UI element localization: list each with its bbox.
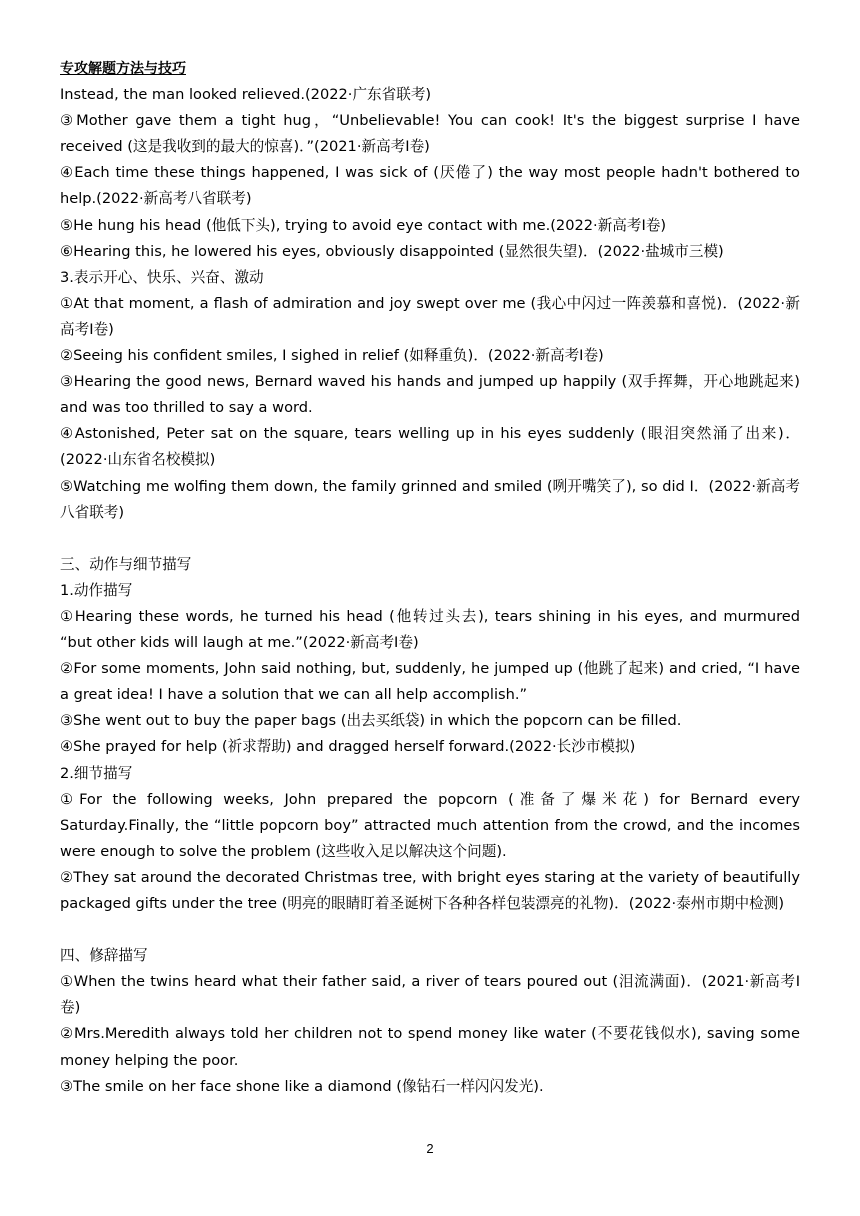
text-paragraph: ③She went out to buy the paper bags (出去买纸袋) in which the popcorn can be filled.: [60, 712, 682, 730]
blank-line: [60, 526, 800, 552]
section-header: 专攻解题方法与技巧: [60, 61, 186, 77]
text-paragraph: ⑤Watching me wolfing them down, the family grinned and smiled (咧开嘴笑了), so did I．(2022·新高考八省联考): [60, 477, 800, 521]
blank-line: [60, 917, 800, 943]
text-paragraph: 3.表示开心、快乐、兴奋、激动: [60, 268, 264, 286]
text-paragraph: ③Mother gave them a tight hug，“Unbelievable! You can cook! It's the biggest surprise I have received (这是我收到的最大的惊喜)．”(2021·新高考Ⅰ卷): [60, 112, 800, 156]
text-paragraph: ④She prayed for help (祈求帮助) and dragged herself forward.(2022·长沙市模拟): [60, 738, 636, 756]
text-paragraph: ②They sat around the decorated Christmas tree, with bright eyes staring at the variety of beautifully packaged gifts under the tree (明亮的眼睛盯着圣诞树下各种各样包装漂亮的礼物)．(2022·泰州市期中检测): [60, 868, 800, 912]
text-paragraph: ①When the twins heard what their father said, a river of tears poured out (泪流满面)．(2021·新高考Ⅰ卷): [60, 973, 800, 1017]
text-paragraph: 三、动作与细节描写: [60, 555, 192, 573]
text-paragraph: ③Hearing the good news, Bernard waved his hands and jumped up happily (双手挥舞，开心地跳起来) and was too thrilled to say a word.: [60, 373, 800, 417]
page-number: 2: [426, 1141, 434, 1156]
document-body: [60, 56, 800, 1100]
text-paragraph: ①Hearing these words, he turned his head (他转过头去), tears shining in his eyes, and murmured “but other kids will laugh at me.”(2022·新高考Ⅰ卷): [60, 607, 800, 652]
text-paragraph: 1.动作描写: [60, 581, 133, 599]
text-paragraph: ①For the following weeks, John prepared the popcorn (准备了爆米花) for Bernard every Saturday.Finally, the “little popcorn boy” attracted much attention from the crowd, and the incomes were enough to solve the problem (这些收入足以解决这个问题).: [60, 790, 800, 860]
text-paragraph: ⑥Hearing this, he lowered his eyes, obviously disappointed (显然很失望)．(2022·盐城市三模): [60, 242, 724, 260]
text-paragraph: ④Astonished, Peter sat on the square, tears welling up in his eyes suddenly (眼泪突然涌了出来)．(2022·山东省名校模拟): [60, 425, 800, 469]
text-paragraph: ②Seeing his confident smiles, I sighed in relief (如释重负)．(2022·新高考Ⅰ卷): [60, 347, 604, 365]
text-paragraph: ⑤He hung his head (他低下头), trying to avoid eye contact with me.(2022·新高考Ⅰ卷): [60, 216, 667, 234]
text-paragraph: ④Each time these things happened, I was sick of (厌倦了) the way most people hadn't bothered to help.(2022·新高考八省联考): [60, 164, 800, 208]
text-paragraph: 四、修辞描写: [60, 947, 148, 965]
text-paragraph: ②For some moments, John said nothing, but, suddenly, he jumped up (他跳了起来) and cried, “I have a great idea! I have a solution that we can all help accomplish.”: [60, 660, 800, 704]
text-paragraph: ①At that moment, a flash of admiration and joy swept over me (我心中闪过一阵羡慕和喜悦)．(2022·新高考Ⅰ卷): [60, 294, 800, 338]
text-paragraph: 2.细节描写: [60, 764, 133, 782]
text-lines: [60, 82, 800, 1100]
text-paragraph: Instead, the man looked relieved.(2022·广东省联考): [60, 86, 432, 104]
text-paragraph: ②Mrs.Meredith always told her children not to spend money like water (不要花钱似水), saving some money helping the poor.: [60, 1025, 800, 1069]
text-paragraph: ③The smile on her face shone like a diamond (像钻石一样闪闪发光).: [60, 1077, 544, 1095]
